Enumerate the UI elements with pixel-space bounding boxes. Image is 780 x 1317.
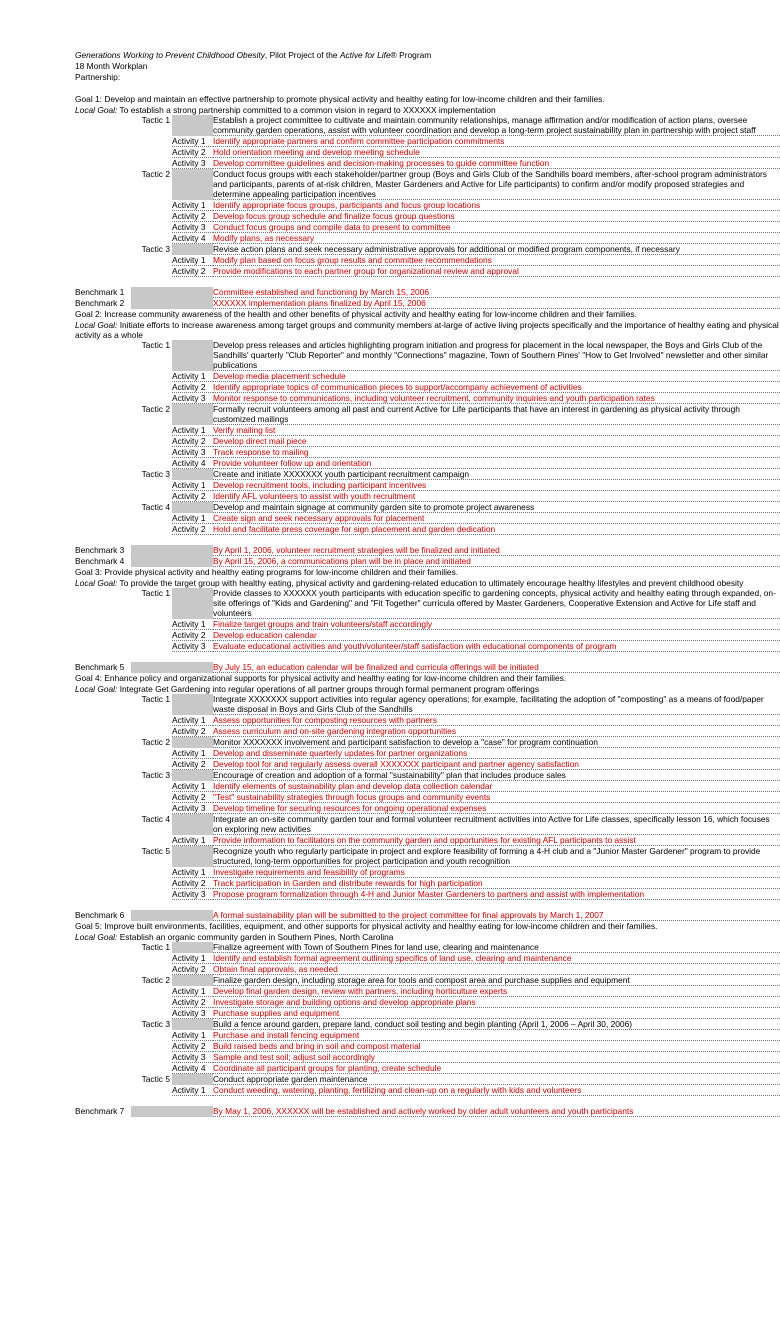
activity-row xyxy=(75,641,780,652)
activity-label: Activity 1 xyxy=(172,480,213,491)
local-goal xyxy=(75,320,780,340)
tactic-label: Tactic 1 xyxy=(141,942,170,952)
tactic-shade xyxy=(172,814,213,835)
activity-row xyxy=(75,158,780,169)
tactic-shade xyxy=(172,846,213,867)
goal-section xyxy=(75,94,780,309)
tactic-text: Integrate an on-site community garden tour and formal volunteer recruitment activities into Active for Life classes, specifically lesson 16, which focuses on exploring new activities xyxy=(213,814,780,835)
tactic-text: Develop and maintain signage at community garden site to promote project awareness xyxy=(213,502,780,513)
benchmark-text: By July 15, an education calendar will be finalized and curricula offerings will be initiated xyxy=(213,662,780,673)
activity-text: Develop tool for and regularly assess overall XXXXXXX participant and partner agency satisfaction xyxy=(213,759,780,770)
activity-label: Activity 3 xyxy=(172,1052,213,1063)
tactic-text: Develop press releases and articles highlighting program initiation and progress for placement in the local newspaper, the Boys and Girls Club of the Sandhills' quarterly "Club Reporter" and monthly "Connections" magazine, Town of Southern Pines' "How to Get Involved" newsletter and other similar publications xyxy=(213,340,780,371)
benchmark-label: Benchmark 6 xyxy=(75,910,125,920)
activity-row xyxy=(75,382,780,393)
activity-label: Activity 1 xyxy=(172,513,213,524)
activity-label: Activity 1 xyxy=(172,425,213,436)
activity-text: Provide modifications to each partner group for organizational review and approval xyxy=(213,266,780,277)
activity-label: Activity 1 xyxy=(172,715,213,726)
activity-text: Develop media placement schedule xyxy=(213,371,780,382)
activity-text: Sample and test soil; adjust soil accordingly xyxy=(213,1052,780,1063)
tactic-shade xyxy=(172,115,213,136)
activity-text: Provide volunteer follow up and orientation xyxy=(213,458,780,469)
tactic-row xyxy=(75,244,780,255)
activity-row xyxy=(75,233,780,244)
activity-text: Identify and establish formal agreement outlining specifics of land use, clearing and maintenance xyxy=(213,953,780,964)
activity-text: Propose program formalization through 4-H and Junior Master Gardeners to partners and assist with implementation xyxy=(213,889,780,900)
benchmark-shade xyxy=(131,556,213,567)
activity-label: Activity 2 xyxy=(172,1041,213,1052)
local-goal-label: Local Goal: xyxy=(75,578,118,588)
tactic-shade xyxy=(172,975,213,986)
benchmark-shade xyxy=(131,545,213,556)
local-goal-label: Local Goal: xyxy=(75,105,118,115)
activity-row xyxy=(75,759,780,770)
tactic-row xyxy=(75,1019,780,1030)
tactic-text: Encourage of creation and adoption of a formal "sustainability" plan that includes produce sales xyxy=(213,770,780,781)
tactic-shade xyxy=(172,244,213,255)
goal-title: Goal 1: Develop and maintain an effective partnership to promote physical activity and healthy eating for low-income children and their families. xyxy=(75,94,605,104)
benchmark-text: By April 1, 2006, volunteer recruitment strategies will be finalized and initiated xyxy=(213,545,780,556)
activity-label: Activity 2 xyxy=(172,792,213,803)
activity-label: Activity 2 xyxy=(172,436,213,447)
tactic-shade xyxy=(172,340,213,371)
tactic-text: Create and initiate XXXXXXX youth participant recruitment campaign xyxy=(213,469,780,480)
local-goal xyxy=(75,578,780,588)
benchmark-text: By May 1, 2006, XXXXXX will be established and actively worked by older adult volunteers and youth participants xyxy=(213,1106,780,1117)
tactic-text: Build a fence around garden, prepare land, conduct soil testing and begin planting (April 1, 2006 – April 30, 2006) xyxy=(213,1019,780,1030)
activity-row xyxy=(75,513,780,524)
goal-title: Goal 2: Increase community awareness of the health and other benefits of physical activity and healthy eating for low-income children and their families. xyxy=(75,309,637,319)
goal-section xyxy=(75,567,780,673)
tactic-text: Monitor XXXXXXX involvement and participant satisfaction to develop a "case" for program continuation xyxy=(213,737,780,748)
activity-row xyxy=(75,792,780,803)
activity-label: Activity 2 xyxy=(172,726,213,737)
benchmark-shade xyxy=(131,1106,213,1117)
goal-title: Goal 4: Enhance policy and organizational supports for physical activity and healthy eating for low-income children and their families. xyxy=(75,673,567,683)
activity-row xyxy=(75,1041,780,1052)
benchmark-row xyxy=(75,1106,780,1117)
partnership-label: Partnership: xyxy=(75,72,121,82)
activity-row xyxy=(75,619,780,630)
activity-label: Activity 3 xyxy=(172,641,213,652)
document-subtitle: 18 Month Workplan xyxy=(75,61,148,71)
activity-row xyxy=(75,136,780,147)
benchmark-shade xyxy=(131,662,213,673)
activity-label: Activity 1 xyxy=(172,200,213,211)
activity-row xyxy=(75,458,780,469)
activity-row xyxy=(75,878,780,889)
tactic-label: Tactic 2 xyxy=(141,169,170,179)
activity-text: Investigate storage and building options and develop appropriate plans xyxy=(213,997,780,1008)
activity-row xyxy=(75,835,780,846)
activity-row xyxy=(75,480,780,491)
activity-label: Activity 2 xyxy=(172,382,213,393)
tactic-text: Finalize garden design, including storage area for tools and compost area and purchase supplies and equipment xyxy=(213,975,780,986)
activity-label: Activity 3 xyxy=(172,1008,213,1019)
local-goal-label: Local Goal: xyxy=(75,684,118,694)
tactic-label: Tactic 2 xyxy=(141,975,170,985)
benchmark-text: Committee established and functioning by March 15, 2006 xyxy=(213,287,780,298)
activity-row xyxy=(75,524,780,535)
activity-text: Identify appropriate partners and confirm committee participation commitments xyxy=(213,136,780,147)
tactic-text: Provide classes to XXXXXX youth participants with education specific to gardening concepts, physical activity and healthy eating through expanded, on-site offerings of "Kids and Gardening" and "Fit Together" curricula offered by Master Gardeners, Cooperative Extension and Active for Life staff and volunteers xyxy=(213,588,780,619)
activity-text: Finalize target groups and train volunteers/staff accordingly xyxy=(213,619,780,630)
activity-text: Develop direct mail piece xyxy=(213,436,780,447)
tactic-shade xyxy=(172,1074,213,1085)
activity-row xyxy=(75,889,780,900)
activity-text: Develop committee guidelines and decision-making processes to guide committee function xyxy=(213,158,780,169)
activity-row xyxy=(75,266,780,277)
activity-row xyxy=(75,425,780,436)
local-goal-text: Establish an organic community garden in Southern Pines, North Carolina xyxy=(117,932,394,942)
local-goal xyxy=(75,105,780,115)
activity-label: Activity 2 xyxy=(172,997,213,1008)
activity-label: Activity 2 xyxy=(172,524,213,535)
tactic-label: Tactic 3 xyxy=(141,770,170,780)
activity-row xyxy=(75,1030,780,1041)
activity-label: Activity 3 xyxy=(172,222,213,233)
goal-section xyxy=(75,309,780,567)
tactic-row xyxy=(75,588,780,619)
activity-label: Activity 1 xyxy=(172,619,213,630)
activity-row xyxy=(75,436,780,447)
activity-text: Identify appropriate focus groups, participants and focus group locations xyxy=(213,200,780,211)
tactic-text: Revise action plans and seek necessary administrative approvals for additional or modified program components, if necessary xyxy=(213,244,780,255)
activity-label: Activity 1 xyxy=(172,255,213,266)
activity-row xyxy=(75,147,780,158)
tactic-shade xyxy=(172,1019,213,1030)
activity-row xyxy=(75,491,780,502)
activity-label: Activity 2 xyxy=(172,147,213,158)
activity-text: Conduct focus groups and compile data to present to committee xyxy=(213,222,780,233)
benchmark-row xyxy=(75,287,780,298)
benchmark-row xyxy=(75,662,780,673)
tactic-text: Finalize agreement with Town of Southern Pines for land use, clearing and maintenance xyxy=(213,942,780,953)
tactic-row xyxy=(75,770,780,781)
activity-row xyxy=(75,211,780,222)
activity-row xyxy=(75,1063,780,1074)
tactic-row xyxy=(75,737,780,748)
activity-row xyxy=(75,748,780,759)
tactic-row xyxy=(75,694,780,715)
activity-label: Activity 1 xyxy=(172,781,213,792)
tactic-label: Tactic 4 xyxy=(141,502,170,512)
activity-label: Activity 2 xyxy=(172,759,213,770)
benchmark-label: Benchmark 7 xyxy=(75,1106,125,1116)
activity-label: Activity 2 xyxy=(172,964,213,975)
activity-text: Monitor response to communications, including volunteer recruitment, community inquiries and youth participation rates xyxy=(213,393,780,404)
activity-text: Modify plans, as necessary xyxy=(213,233,780,244)
benchmark-shade xyxy=(131,910,213,921)
activity-label: Activity 3 xyxy=(172,803,213,814)
tactic-text: Recognize youth who regularly participate in project and explore feasibility of forming a 4-H club and a "Junior Master Gardener" program to provide structured, long-term opportunities for project participation and youth recognition xyxy=(213,846,780,867)
activity-row xyxy=(75,630,780,641)
tactic-row xyxy=(75,115,780,136)
tactic-shade xyxy=(172,770,213,781)
activity-label: Activity 4 xyxy=(172,233,213,244)
activity-text: Develop recruitment tools, including participant incentives xyxy=(213,480,780,491)
activity-text: Hold orientation meeting and develop meeting schedule xyxy=(213,147,780,158)
goal-title: Goal 3: Provide physical activity and healthy eating programs for low-income children and their families. xyxy=(75,567,459,577)
activity-text: Identify elements of sustainability plan and develop data collection calendar xyxy=(213,781,780,792)
activity-row xyxy=(75,803,780,814)
benchmark-text: By April 15, 2006, a communications plan will be in place and initiated xyxy=(213,556,780,567)
activity-row xyxy=(75,371,780,382)
activity-label: Activity 1 xyxy=(172,1030,213,1041)
activity-row xyxy=(75,1085,780,1096)
activity-label: Activity 1 xyxy=(172,136,213,147)
document-title: Generations Working to Prevent Childhood Obesity, Pilot Project of the Active for Life® Program xyxy=(75,50,432,60)
benchmark-text: XXXXXX implementation plans finalized by April 15, 2006 xyxy=(213,298,780,309)
activity-text: Assess opportunities for composting resources with partners xyxy=(213,715,780,726)
tactic-text: Conduct appropriate garden maintenance xyxy=(213,1074,780,1085)
local-goal xyxy=(75,932,780,942)
activity-label: Activity 1 xyxy=(172,1085,213,1096)
goal-section xyxy=(75,673,780,921)
activity-text: Coordinate all participant groups for planting, create schedule xyxy=(213,1063,780,1074)
activity-label: Activity 3 xyxy=(172,158,213,169)
activity-row xyxy=(75,200,780,211)
activity-row xyxy=(75,997,780,1008)
local-goal-text: To provide the target group with healthy eating, physical activity and gardening-related education to ultimately encourage healthy lifestyles and prevent childhood obesity xyxy=(117,578,744,588)
activity-row xyxy=(75,1008,780,1019)
activity-text: Purchase and install fencing equipment xyxy=(213,1030,780,1041)
tactic-shade xyxy=(172,942,213,953)
activity-text: Track participation in Garden and distribute rewards for high participation xyxy=(213,878,780,889)
activity-text: Provide information to facilitators on the community garden and opportunities for existing AFL participants to assist xyxy=(213,835,780,846)
tactic-text: Conduct focus groups with each stakeholder/partner group (Boys and Girls Club of the Sandhills board members, after-school program administrators and participants, parents of at-risk children, Master Gardeners and Active for Life participants) to confirm and/or modify proposed strategies and determine appealing participation incentives xyxy=(213,169,780,200)
activity-label: Activity 2 xyxy=(172,878,213,889)
tactic-row xyxy=(75,814,780,835)
activity-label: Activity 2 xyxy=(172,211,213,222)
activity-text: Develop final garden design, review with partners, including horticulture experts xyxy=(213,986,780,997)
local-goal-label: Local Goal: xyxy=(75,932,118,942)
benchmark-text: A formal sustainability plan will be submitted to the project committee for final approvals by March 1, 2007 xyxy=(213,910,780,921)
activity-text: Investigate requirements and feasibility of programs xyxy=(213,867,780,878)
tactic-shade xyxy=(172,502,213,513)
activity-row xyxy=(75,393,780,404)
tactic-shade xyxy=(172,169,213,200)
benchmark-shade xyxy=(131,287,213,298)
tactic-label: Tactic 2 xyxy=(141,737,170,747)
tactic-shade xyxy=(172,404,213,425)
activity-text: Hold and facilitate press coverage for sign placement and garden dedication xyxy=(213,524,780,535)
tactic-row xyxy=(75,975,780,986)
activity-row xyxy=(75,781,780,792)
tactic-label: Tactic 3 xyxy=(141,469,170,479)
activity-text: Modify plan based on focus group results and committee recommendations xyxy=(213,255,780,266)
benchmark-label: Benchmark 4 xyxy=(75,556,125,566)
activity-text: Purchase supplies and equipment xyxy=(213,1008,780,1019)
activity-text: Develop and disseminate quarterly updates for partner organizations xyxy=(213,748,780,759)
activity-row xyxy=(75,867,780,878)
activity-text: Verify mailing list xyxy=(213,425,780,436)
activity-text: Identify appropriate topics of communication pieces to support/accompany achievement of activities xyxy=(213,382,780,393)
activity-text: "Test" sustainability strategies through focus groups and community events xyxy=(213,792,780,803)
goals-container xyxy=(75,94,780,1117)
activity-row xyxy=(75,953,780,964)
activity-label: Activity 1 xyxy=(172,986,213,997)
activity-label: Activity 1 xyxy=(172,867,213,878)
activity-label: Activity 1 xyxy=(172,953,213,964)
tactic-label: Tactic 5 xyxy=(141,846,170,856)
activity-label: Activity 2 xyxy=(172,630,213,641)
goal-title: Goal 5: Improve built environments, facilities, equipment, and other supports for physical activity and healthy eating for low-income children and their families. xyxy=(75,921,658,931)
tactic-label: Tactic 3 xyxy=(141,1019,170,1029)
tactic-label: Tactic 3 xyxy=(141,244,170,254)
benchmark-label: Benchmark 5 xyxy=(75,662,125,672)
tactic-row xyxy=(75,502,780,513)
local-goal-text: Initiate efforts to increase awareness among target groups and community members at-large of active living projects specifically and the importance of healthy eating and physical activity as a whole xyxy=(75,320,779,340)
tactic-label: Tactic 5 xyxy=(141,1074,170,1084)
activity-label: Activity 4 xyxy=(172,1063,213,1074)
tactic-row xyxy=(75,469,780,480)
tactic-row xyxy=(75,404,780,425)
activity-row xyxy=(75,1052,780,1063)
activity-text: Build raised beds and bring in soil and compost material xyxy=(213,1041,780,1052)
activity-label: Activity 2 xyxy=(172,266,213,277)
local-goal-text: To establish a strong partnership committed to a common vision in regard to XXXXXX implementation xyxy=(117,105,496,115)
tactic-row xyxy=(75,169,780,200)
tactic-row xyxy=(75,846,780,867)
benchmark-row xyxy=(75,556,780,567)
activity-text: Create sign and seek necessary approvals for placement xyxy=(213,513,780,524)
activity-row xyxy=(75,986,780,997)
activity-text: Evaluate educational activities and youth/volunteer/staff satisfaction with educational components of program xyxy=(213,641,780,652)
activity-text: Track response to mailing xyxy=(213,447,780,458)
tactic-label: Tactic 1 xyxy=(141,115,170,125)
benchmark-row xyxy=(75,545,780,556)
tactic-text: Formally recruit volunteers among all past and current Active for Life participants that have an interest in gardening as physical activity through customized mailings xyxy=(213,404,780,425)
tactic-label: Tactic 1 xyxy=(141,694,170,704)
activity-text: Conduct weeding, watering, planting, fertilizing and clean-up on a regularly with kids and volunteers xyxy=(213,1085,780,1096)
tactic-label: Tactic 4 xyxy=(141,814,170,824)
activity-row xyxy=(75,715,780,726)
tactic-text: Integrate XXXXXXX support activities into regular agency operations; for example, facilitating the adoption of "composting" as a means of food/paper waste disposal in Boys and Girls Club of the Sandhills xyxy=(213,694,780,715)
activity-text: Develop focus group schedule and finalize focus group questions xyxy=(213,211,780,222)
activity-row xyxy=(75,964,780,975)
activity-label: Activity 3 xyxy=(172,447,213,458)
activity-label: Activity 4 xyxy=(172,458,213,469)
activity-text: Develop education calendar xyxy=(213,630,780,641)
activity-label: Activity 3 xyxy=(172,889,213,900)
benchmark-label: Benchmark 2 xyxy=(75,298,125,308)
tactic-shade xyxy=(172,737,213,748)
tactic-label: Tactic 1 xyxy=(141,588,170,598)
tactic-shade xyxy=(172,469,213,480)
tactic-label: Tactic 2 xyxy=(141,404,170,414)
activity-label: Activity 1 xyxy=(172,748,213,759)
benchmark-label: Benchmark 1 xyxy=(75,287,125,297)
workplan-document xyxy=(75,50,780,1117)
benchmark-row xyxy=(75,910,780,921)
tactic-row xyxy=(75,942,780,953)
benchmark-shade xyxy=(131,298,213,309)
tactic-row xyxy=(75,1074,780,1085)
activity-label: Activity 2 xyxy=(172,491,213,502)
tactic-shade xyxy=(172,588,213,619)
tactic-shade xyxy=(172,694,213,715)
activity-row xyxy=(75,726,780,737)
benchmark-label: Benchmark 3 xyxy=(75,545,125,555)
activity-row xyxy=(75,222,780,233)
activity-row xyxy=(75,255,780,266)
activity-label: Activity 1 xyxy=(172,835,213,846)
tactic-row xyxy=(75,340,780,371)
local-goal-label: Local Goal: xyxy=(75,320,118,330)
activity-text: Assess curriculum and on-site gardening integration opportunities xyxy=(213,726,780,737)
activity-row xyxy=(75,447,780,458)
local-goal xyxy=(75,684,780,694)
activity-text: Develop timeline for securing resources for ongoing operational expenses xyxy=(213,803,780,814)
goal-section xyxy=(75,921,780,1117)
local-goal-text: Integrate Get Gardening into regular operations of all partner groups through formal permanent program offerings xyxy=(117,684,540,694)
benchmark-row xyxy=(75,298,780,309)
activity-text: Identify AFL volunteers to assist with youth recruitment xyxy=(213,491,780,502)
document-header xyxy=(75,50,780,83)
activity-label: Activity 1 xyxy=(172,371,213,382)
activity-label: Activity 3 xyxy=(172,393,213,404)
tactic-text: Establish a project committee to cultivate and maintain community relationships, manage affirmation and/or modification of action plans, oversee community garden operations, assist with volunteer coordination and develop a long-term project sustainability plan in partnership with project staff xyxy=(213,115,780,136)
tactic-label: Tactic 1 xyxy=(141,340,170,350)
activity-text: Obtain final approvals, as needed xyxy=(213,964,780,975)
